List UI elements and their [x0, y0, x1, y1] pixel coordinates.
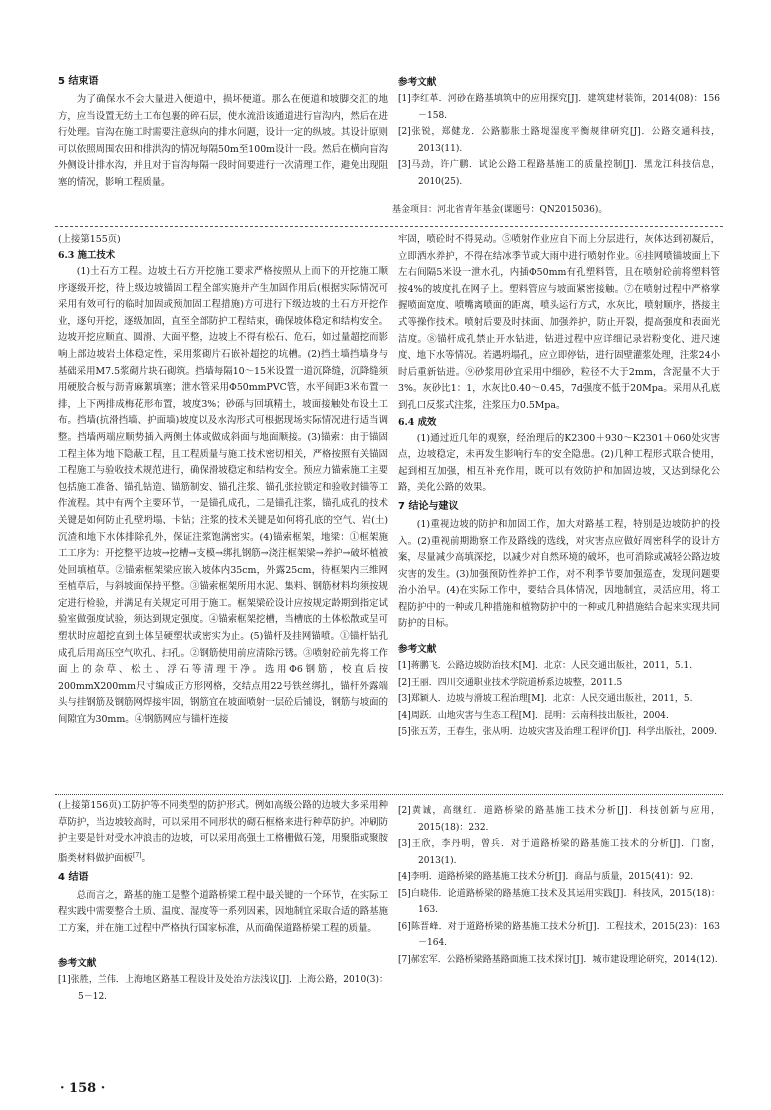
reference-item: [3]郑颖人．边坡与滑坡工程治理[M]．北京：人民交通出版社，2011，5. — [398, 694, 693, 705]
section-heading: 5 结束语 — [58, 76, 99, 87]
reference-item: [5]白晓伟．论道路桥梁的路基施工技术及其运用实践[J]．科技风，2015(18)：163. — [398, 888, 720, 915]
reference-item: [7]郝宏军．公路桥梁路基路面施工技术探讨[J]．城市建设理论研究，2014(12). — [398, 954, 718, 965]
article-divider — [55, 794, 723, 795]
reference-item: [1]李红革．河砂在路基填筑中的应用探究[J]．建筑建材装饰，2014(08)：156－158. — [398, 94, 720, 121]
slope-construction-article-continued — [398, 232, 720, 741]
section-heading: 4 结语 — [58, 871, 89, 883]
section-heading: 6.4 成效 — [398, 416, 437, 428]
reference-item: [6]陈晋峰．对于道路桥梁的路基施工技术分析[J]．工程技术，2015(23)：163－164. — [398, 921, 720, 948]
reference-item: [2]王丽．四川交通职业技术学院道桥系边坡整，2011.5 — [398, 677, 623, 688]
references-bottom — [398, 803, 720, 968]
sentence-end: 。 — [141, 852, 151, 864]
body-paragraph: 为了确保水不会大量进入便道中，损坏便道。那么在便道和坡脚交汇的地方，应当设置无纺土工布包裹的碎石层，使水流沿该通道进行盲沟内，然后在进行处理。盲沟在施工时需要注意纵向的排水问题，设计一定的纵坡。其设计原则可以依照周围农田和排洪沟的情况每隔50m至100m设计一段。然后在横向盲沟外侧设计排水沟，并且对于盲沟每隔一段时间要进行一次清理工作，避免出现阻塞的情况，影响工程质量。 — [58, 94, 388, 188]
body-paragraph — [58, 798, 388, 868]
continued-note: (上接第155页) — [58, 234, 121, 245]
reference-item: [3]王欣，李丹明，曾兵．对于道路桥梁的路基施工技术的分析[J]．门窗，2013(1). — [398, 839, 720, 866]
reference-item: [2]黄诚，高继红．道路桥梁的路基施工技术分析[J]．科技创新与应用，2015(18)：232. — [398, 806, 720, 833]
road-bridge-article — [58, 798, 388, 1005]
reference-item: [4]周跃．山地灾害与生态工程[M]．昆明：云南科技出版社，2004. — [398, 710, 669, 721]
body-paragraph: (1)通过近几年的观察，经治理后的K2300＋930～K2301＋060处灾害点，边坡稳定，未再发生影响行车的安全隐患。(2)几种工程形式联合使用，起到相互加强，相互补充作用，既可以有效防护和加固边坡，又达到绿化公路，美化公路的效果。 — [398, 432, 720, 494]
reference-item: [3]马劲，许广鹏．试论公路工程路基施工的质量控制[J]．黑龙江科技信息，2010(25). — [398, 160, 720, 187]
references-title: 参考文献 — [58, 958, 97, 970]
article-divider — [55, 226, 723, 227]
section-heading: 7 结论与建议 — [398, 500, 459, 512]
body-paragraph: (1)重视边坡的防护和加固工作，加大对路基工程，特别是边坡防护的投入。(2)重视前期勘察工作及路线的选线，对灾害点应做好周密科学的设计方案，尽量减少高填深挖，以减少对自然环境的破坏，也可消除或减轻公路边坡灾害的发生。(3)加强预防性养护工作，对不利季节要加强巡查，发现问题要治小治早。(4)在实际工作中，要结合具体情况，因地制宜，灵活应用，将工程防护中的一种或几种措施和植物防护中的一种或几种措施结合起来实现共同防护的目标。 — [398, 518, 720, 630]
page-number: · 158 · — [60, 1081, 106, 1096]
reference-item: [1]张胜，兰伟．上海地区路基工程设计及处治方法浅议[J]．上海公路，2010(3)：5－12. — [58, 975, 388, 1002]
body-paragraph: (1)土石方工程。边坡土石方开挖施工要求严格按照从上而下的开挖施工顺序逐级开挖，待上级边坡锚固工程全部实施并产生加固作用后(根据实际情况可采用有效可行的临时加固或预加固工程措施)方可进行下级边坡的土石方开挖作业，逐句开挖，逐级加固，直至全部防护工程结束，确保坡体稳定和结构安全。边坡开挖应顺直、圆滑、大面平整，边坡上不得有松石、危石，如过量超挖而影响上部边坡岩土体稳定性，采用浆砌片石嵌补超挖的坑槽。(2)挡土墙挡墙身与基础采用M7.5浆砌片块石砌筑。挡墙每隔10～15米设置一道沉降缝，沉降缝须用硬胶合板与沥青麻絮填塞；泄水管采用Φ50mmPVC管，水平间距3米布置一排，上下两排成梅花形布置，坡度3%；砂砾与回填精土，坡面接触处布设土工布。挡墙(抗滑挡墙、护面墙)坡度以及水沟形式可根据现场实际情况进行适当调整。挡墙两端应顺势插入两侧土体或做成斜面与地面顺接。(3)锚索：由于锚固工程主体为地下隐蔽工程，且工程质量与施工技术密切相关，严格按照有关锚固工程施工与验收技术规范进行，确保滑坡稳定和结构安全。预应力锚索施工主要包括施工准备、锚孔钻造、锚筋制安、锚孔注浆、锚孔张拉锁定和验收封锚等工作流程。其中有两个主要环节，一是锚孔成孔，二是锚孔注浆，锚孔成孔的技术关键是如何防止孔壁坍塌、卡钻；注浆的技术关键是如何将孔底的空气、岩(土)沉渣和地下水体排除孔外，保证注浆饱满密实。(4)锚索框架，地梁：①框架施工工序为：开挖整平边坡→挖槽→支模→绑扎钢筋→浇注框架梁→养护→破坏植被处回填植草。②锚索框架梁应嵌入坡体内35cm，外露25cm，待框架内三维网至植草后，与斜坡面保持平整。③锚索框架所用水泥、集料、钢筋材料均须按规定进行检验，并满足有关规定可用于施工。框架梁砼设计应按规定龄期到指定试验室做强度试验，须达到规定强度。④锚索框架挖槽，当槽底的土体松散或呈可塑状时应超挖直到土体呈硬塑状或密实为止。(5)锚杆及挂网锚喷。①锚杆钻孔成孔后用高压空气吹孔、扫孔。②钢筋使用前应清除污锈。③喷射砼前先将工作面上的杂草、松土、浮石等清理干净。选用Φ6钢筋，校直后按200mmX200mm尺寸编成正方形网格，交结点用22号铁丝绑扎，锚杆外露端头与挂钢筋及钢筋网焊接牢固，钢筋宜在坡面喷射一层砼后铺设，钢筋与坡面的间隙宜为30mm。④钢筋网应与锚杆连接 — [58, 266, 388, 726]
citation-marker: [7] — [133, 851, 142, 859]
body-paragraph: 牢固，喷砼时不得晃动。⑤喷射作业应自下而上分层进行，灰体达到初凝后，立即洒水养护，不得在结冰季节或大雨中进行喷射作业。⑥挂网喷锚坡面上下左右间隔5米设一泄水孔，内插Φ50mm有孔塑料管，且在喷射砼前将塑料管按4%的坡度扎在网子上。塑料管应与坡面紧密接触。⑦在喷射过程中严格掌握喷面宽度、喷嘴离喷面的距离，喷头运行方式，水灰比，喷射顺序，搭接主式等操作技术。喷射后要及时抹面、加强养护，防止开裂，提高强度和表面光洁度。⑧锚杆成孔禁止开水钻进，钻进过程中应详细记录岩粉变化、进尺速度、地下水等情况。若遇坍塌孔，应立即停钻，进行固壁灌浆处理，注浆24小时后重新钻进。⑨砂浆用砂宜采用中细砂，粒径不大于2mm，含泥量不大于3%。灰砂比1：1，水灰比0.40～0.45，7d强度不低于20Mpa。采用从孔底到孔口反浆式注浆，注浆压力0.5Mpa。 — [398, 234, 720, 411]
conclusion-section — [58, 72, 388, 192]
reference-item: [2]张锐，郑健龙．公路膨胀土路堤湿度平衡规律研究[J]．公路交通科技，2013(11). — [398, 127, 720, 154]
reference-item: [5]张五芳，王春生，张从明．边坡灾害及治理工程评价[J]．科学出版社，2009. — [398, 727, 718, 738]
slope-construction-article — [58, 232, 388, 729]
body-paragraph: 总而言之，路基的施工是整个道路桥梁工程中最关键的一个环节，在实际工程实践中需要整合土质、温度、湿度等一系列因素，因地制宜采取合适的路基施工方案，并在施工过程中严格执行国家标准，从而确保道路桥梁工程的质量。 — [58, 889, 388, 934]
fund-note: 基金项目：河北省青年基金(课题号：QN2015036)。 — [392, 205, 608, 215]
references-title: 参考文献 — [398, 644, 437, 656]
section-heading: 6.3 施工技术 — [58, 250, 116, 261]
reference-item: [1]蒋鹏飞．公路边坡防治技术[M]．北京：人民交通出版社，2011，5.1. — [398, 661, 693, 672]
references-top — [392, 70, 720, 219]
continued-text: (上接第156页)工防护等不同类型的防护形式。例如高级公路的边坡大多采用种草防护，当边坡较高时，可以采用不同形状的砌石框格来进行种草防护。冲刷防护主要是针对受水冲浪击的边坡，可以采用高强土工格栅做石笼，用聚脂或聚胺脂类材料做护面板 — [58, 800, 388, 864]
references-title: 参考文献 — [398, 77, 437, 88]
reference-item: [4]李明．道路桥梁的路基施工技术分析[J]．商品与质量，2015(41)：92. — [398, 872, 694, 882]
